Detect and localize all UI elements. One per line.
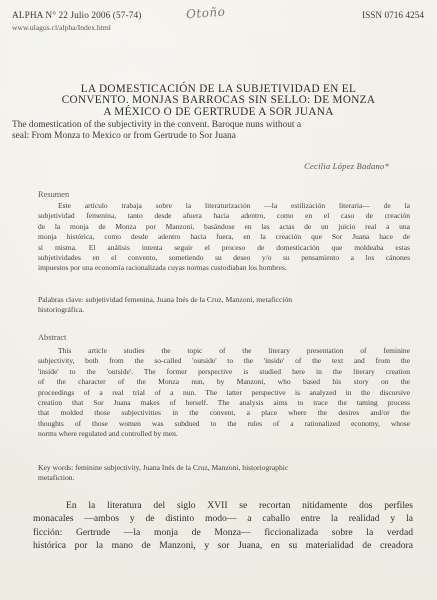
abstract-line: 'inside' to the 'outside'. The former perspective is studied here in the literary creation bbox=[38, 366, 410, 376]
abstract-line: thoughts of those women was subdued to the rules of a rationalized economy, whose bbox=[38, 418, 410, 428]
title-line: A MÉXICO O DE GERTRUDE A SOR JUANA bbox=[103, 105, 334, 118]
journal-url[interactable]: www.ulagos.cl/alpha/Index.html bbox=[12, 23, 111, 32]
body-line: histórica por la mano de Manzoni, y sor Juana, en su materialidad de creadora bbox=[33, 540, 413, 552]
resumen-heading: Resumen bbox=[38, 190, 70, 199]
title-line: CONVENTO. MONJAS BARROCAS SIN SELLO: DE MONZA bbox=[61, 94, 376, 107]
abstract-line: creation that Sor Juana makes of herself. The analysis aims to trace the taming process bbox=[38, 398, 410, 408]
issn-number: ISSN 0716 4254 bbox=[362, 11, 424, 21]
article-title bbox=[0, 84, 437, 118]
palabras-clave bbox=[38, 295, 410, 316]
journal-header bbox=[12, 11, 141, 33]
resumen-paragraph bbox=[38, 201, 410, 274]
abstract-heading: Abstract bbox=[38, 333, 67, 342]
body-line: En la literatura del siglo XVII se recortan nítidamente dos perfiles bbox=[66, 500, 413, 511]
abstract-paragraph bbox=[38, 346, 410, 440]
palabras-clave-line: historiográfica. bbox=[38, 305, 85, 315]
english-title-line: seal: From Monza to Mexico or from Gertrude to Sor Juana bbox=[12, 131, 236, 141]
resumen-line: Este artículo trabaja sobre la literaturización —la estilización literaria— de la bbox=[58, 201, 410, 210]
key-words-line: metafiction. bbox=[38, 473, 75, 483]
resumen-line: monja histórica, como desde adentro hacia fuera, en la creación que Sor Juana hace de bbox=[38, 232, 410, 242]
body-line: monacales —ambos y de distinto modo— a caballo entre la realidad y la bbox=[33, 513, 413, 525]
key-words-line: Key words: feminine subjectivity, Juana Inés de la Cruz, Manzoni, historiographic bbox=[38, 463, 289, 472]
palabras-clave-line: Palabras clave: subjetividad femenina, Juana Inés de la Cruz, Manzoni, metaficción bbox=[38, 295, 293, 304]
journal-citation: ALPHA N° 22 Julio 2006 (57-74) bbox=[12, 11, 142, 21]
resumen-line: subjetividades en el convento, sometiendo su deseo y/o su pensamiento a los cánones bbox=[38, 253, 410, 263]
english-title bbox=[12, 120, 428, 142]
abstract-line: This article studies the topic of the literary presentation of feminine bbox=[58, 346, 410, 355]
abstract-line: proceedings of a real trial of a nun. The latter perspective is analyzed in the discursive bbox=[38, 387, 410, 397]
author-name: Cecilia López Badano* bbox=[304, 161, 389, 171]
english-title-line: The domestication of the subjectivity in the convent. Baroque nuns without a bbox=[12, 120, 301, 130]
abstract-line: subjectivity, both from the so-called 'outside' to the 'inside' of the text and from the bbox=[38, 356, 410, 366]
abstract-line: norms where regulated and controlled by men. bbox=[38, 429, 178, 439]
key-words bbox=[38, 463, 410, 484]
resumen-line: subjetividad femenina, tanto desde afuera hacia adentro, como en el caso de creación bbox=[38, 211, 410, 221]
body-line: ficción: Gertrude —la monja de Monza— ficcionalizada sobre la verdad bbox=[33, 526, 413, 538]
resumen-line: impuestos por una economía racionalizada cuyas normas custodiaban los hombres. bbox=[38, 263, 287, 273]
body-paragraph bbox=[33, 499, 413, 553]
resumen-line: de la monja de Monza por Manzoni, basándose en las actas de un juicio real a una bbox=[38, 221, 410, 231]
abstract-line: that molded those subjectivities in the convent, a place where the desires and/or the bbox=[38, 408, 410, 418]
resumen-line: sí misma. El análisis intenta seguir el proceso de domesticación que moldeaba estas bbox=[38, 242, 410, 252]
handwritten-annotation: Otoño bbox=[185, 4, 226, 22]
abstract-line: of the character of the Monza nun, by Manzoni, who based his story on the bbox=[38, 377, 410, 387]
title-line: LA DOMESTICACIÓN DE LA SUBJETIVIDAD EN EL bbox=[80, 83, 357, 95]
